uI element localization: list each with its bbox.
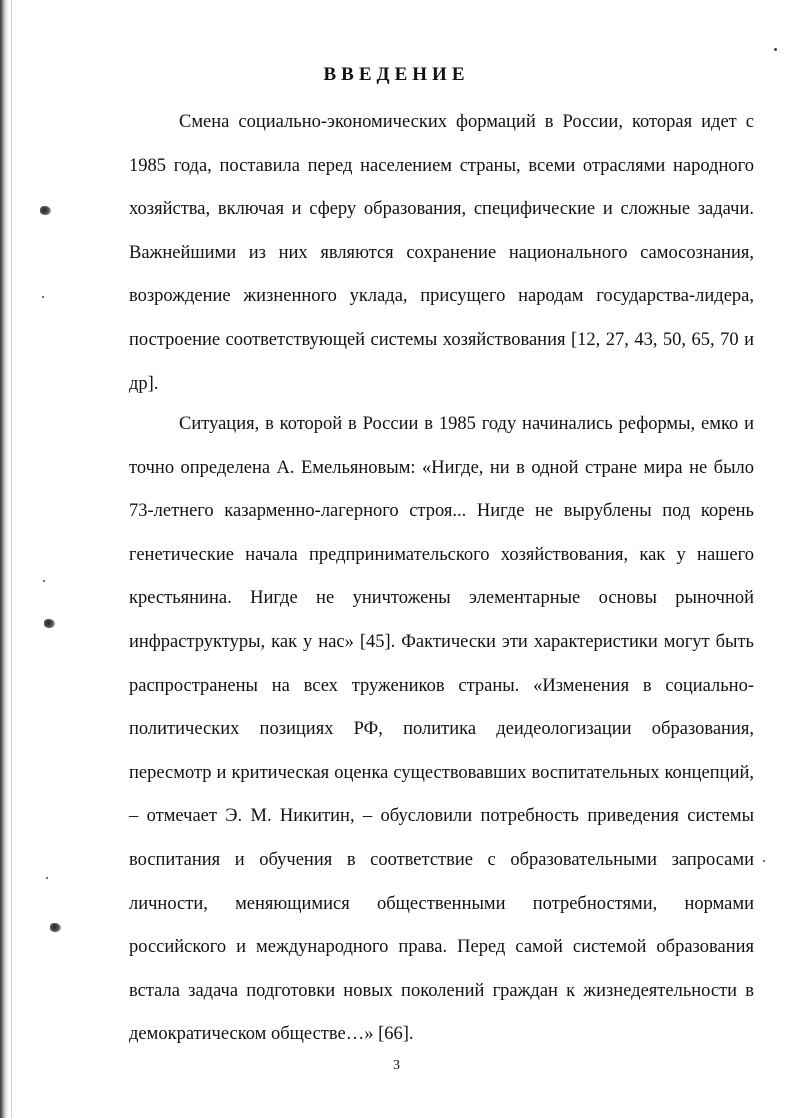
paragraph: Смена социально-экономических формаций в России, которая идет с 1985 года, поставила перед населением страны, всеми отраслями народного хозяйства, включая и сферу образования, специфические и сложные задачи. Важнейшими из них являются сохранение национального самосознания, возрождение жизненного уклада, присущего народам государства-лидера, построение соответствующей системы хозяйствования [12, 27, 43, 50, 65, 70 и др].: [129, 112, 754, 394]
scan-speck: [43, 580, 45, 582]
paragraph: Ситуация, в которой в России в 1985 году начинались реформы, емко и точно определена А. Емельяновым: «Нигде, ни в одной стране мира не было 73-летнего казарменно-лагерного строя... Нигде не вырублены под корень генетические начала предпринимательского хозяйствования, как у нашего крестьянина. Нигде не уничтожены элементарные основы рыночной инфраструктуры, как у нас» [45]. Фактически эти характеристики могут быть распространены на всех тружеников страны. «Изменения в социально-политических позициях РФ, политика деидеологизации образования, пересмотр и критическая оценка существовавших воспитательных концепций, – отмечает Э. М. Никитин, – обусловили потребность приведения системы воспитания и обучения в соответствие с образовательными запросами личности, меняющимися общественными потребностями, нормами российского и международного права. Перед самой системой образования встала задача подготовки новых поколений граждан к жизнедеятельности в демократическом обществе…» [66].: [129, 414, 754, 1045]
scan-blot: [40, 206, 51, 215]
page-number: 3: [393, 1058, 400, 1073]
scan-speck: [774, 48, 777, 51]
scan-edge-shadow: [0, 0, 9, 1118]
scan-edge-line: [11, 0, 12, 1118]
scan-speck: [42, 296, 44, 298]
scan-speck: [46, 877, 48, 879]
scan-blot: [44, 619, 55, 628]
page-title: ВВЕДЕНИЕ: [323, 64, 470, 85]
scan-blot: [50, 923, 61, 932]
scan-speck: [763, 860, 765, 862]
